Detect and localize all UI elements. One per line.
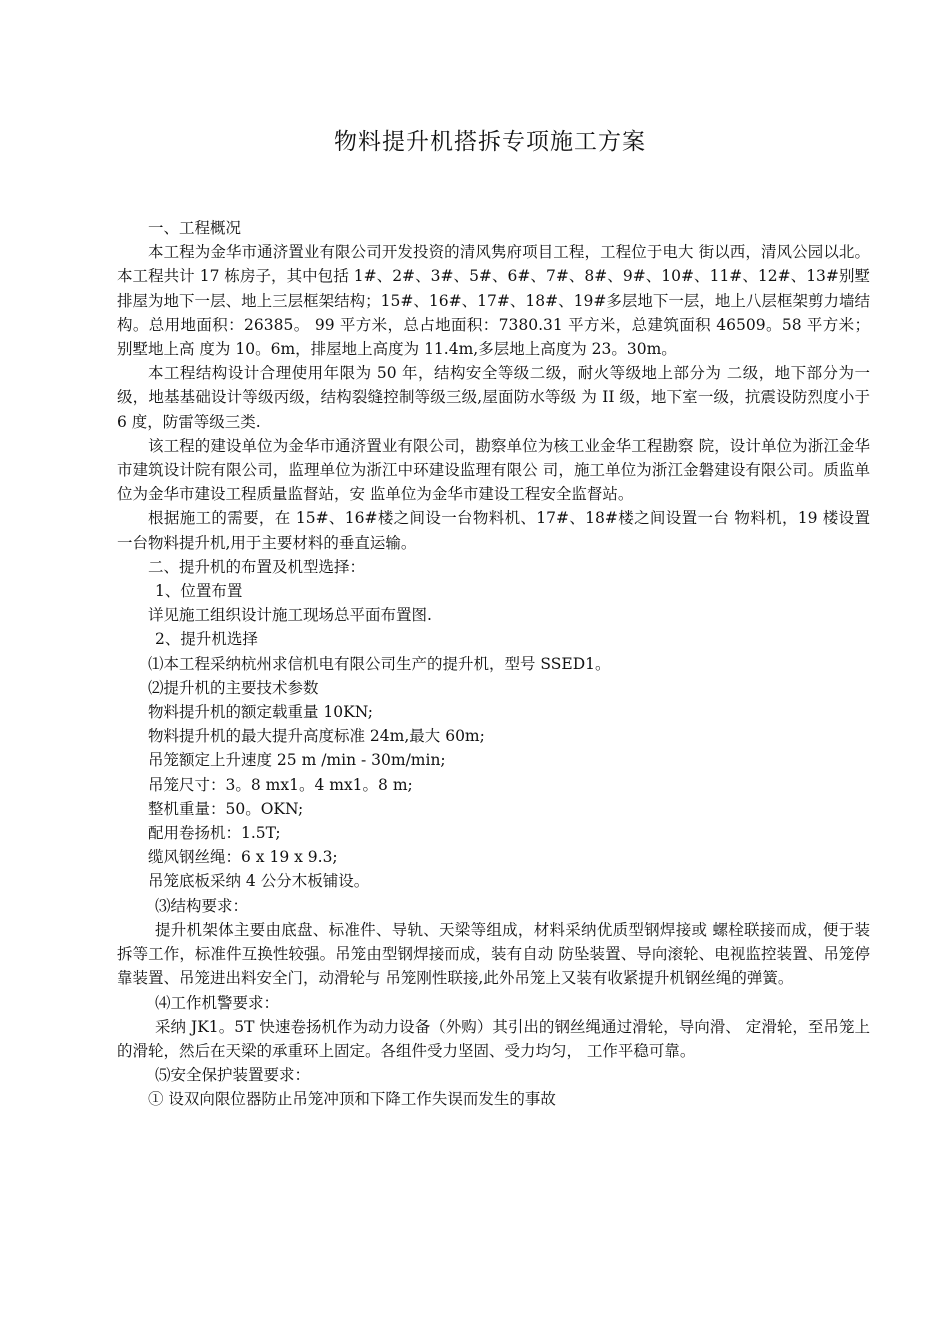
paragraph-structure-design: 本工程结构设计合理使用年限为 50 年，结构安全等级二级，耐火等级地上部分为 二级，地下部分为一级，地基基础设计等级丙级，结构裂缝控制等级三级,屋面防水等级 为 II 级，地下室一级，抗震设防烈度小于 6 度，防雷等级三类. [117,364,870,431]
safety-item-1: ① 设双向限位器防止吊笼冲顶和下降工作失误而发生的事故 [148,1090,556,1109]
paragraph-location-detail: 详见施工组织设计施工现场总平面布置图. [148,606,432,625]
param-speed: 吊笼额定上升速度 25 m /min - 30m/min; [148,751,446,770]
paragraph-parties: 该工程的建设单位为金华市通济置业有限公司，勘察单位为核工业金华工程勘察 院，设计单位为浙江金华市建筑设计院有限公司，监理单位为浙江中环建设监理有限公 司，施工单位为浙江金磐建设有限公司。质监单位为金华市建设工程质量监督站，安 监单位为金华市建设工程安全监督站。 [117,436,870,504]
item-tech-params: ⑵提升机的主要技术参数 [148,678,319,697]
paragraph-structure-requirements: 提升机架体主要由底盘、标准件、导轨、天梁等组成，材料采纳优质型钢焊接或 螺栓联接而成，便于装拆等工作，标准件互换性较强。吊笼由型钢焊接而成，装有自动 防坠装置、导向滚轮、电视监控装置、吊笼停靠装置、吊笼进出料安全门，动滑轮与 吊笼刚性联接,此外吊笼上又装有收紧提升机钢丝绳的弹簧。 [117,920,870,988]
param-wire-rope: 缆风钢丝绳：6 x 19 x 9.3; [148,848,338,867]
paragraph-work-requirements: 采纳 JK1。5T 快速卷扬机作为动力设备（外购）其引出的钢丝绳通过滑轮，导向滑、 定滑轮，至吊笼上的滑轮，然后在天梁的承重环上固定。各组件受力坚固、受力均匀， 工作平稳可靠。 [117,1017,870,1060]
param-floor: 吊笼底板采纳 4 公分木板铺设。 [148,872,370,891]
item-work-requirements: ⑷工作机警要求： [155,993,280,1012]
param-weight: 整机重量：50。OKN; [148,799,304,818]
item-safety-requirements: ⑸安全保护装置要求： [155,1066,311,1085]
param-rated-load: 物料提升机的额定载重量 10KN; [148,703,373,722]
document-title: 物料提升机搭拆专项施工方案 [334,129,646,155]
item-model: ⑴本工程采纳杭州求信机电有限公司生产的提升机，型号 SSED1。 [148,654,611,673]
document-body [117,216,870,1112]
section-heading-overview: 一、工程概况 [148,219,242,237]
item-structure-requirements: ⑶结构要求： [155,896,249,915]
paragraph-hoist-placement: 根据施工的需要，在 15#、16#楼之间设一台物料机、17#、18#楼之间设置一台 物料机，19 楼设置一台物料提升机,用于主要材料的垂直运输。 [117,509,870,552]
param-max-height: 物料提升机的最大提升高度标准 24m,最大 60m; [148,727,485,746]
section-heading-layout: 二、提升机的布置及机型选择： [148,557,366,576]
param-winch: 配用卷扬机：1.5T; [148,824,281,843]
paragraph-project-overview: 本工程为金华市通济置业有限公司开发投资的清风隽府项目工程，工程位于电大 街以西，清风公园以北。本工程共计 17 栋房子，其中包括 1#、2#、3#、5#、6#、7#、8#、9#、10#、11#、12#、13#别墅排屋为地下一层、地上三层框架结构；15#、16#、17#、18#、19#多层地下一层，地上八层框架剪力墙结构。总用地面积：26385。 99 平方米，总占地面积：7380.31 平方米，总建筑面积 46509。58 平方米；别墅地上高 度为 10。6m，排屋地上高度为 11.4m,多层地上高度为 23。30m。 [117,243,870,359]
subheading-location: 1、位置布置 [155,582,243,601]
subheading-selection: 2、提升机选择 [155,630,258,649]
param-cage-size: 吊笼尺寸：3。8 mx1。4 mx1。8 m; [148,775,413,794]
